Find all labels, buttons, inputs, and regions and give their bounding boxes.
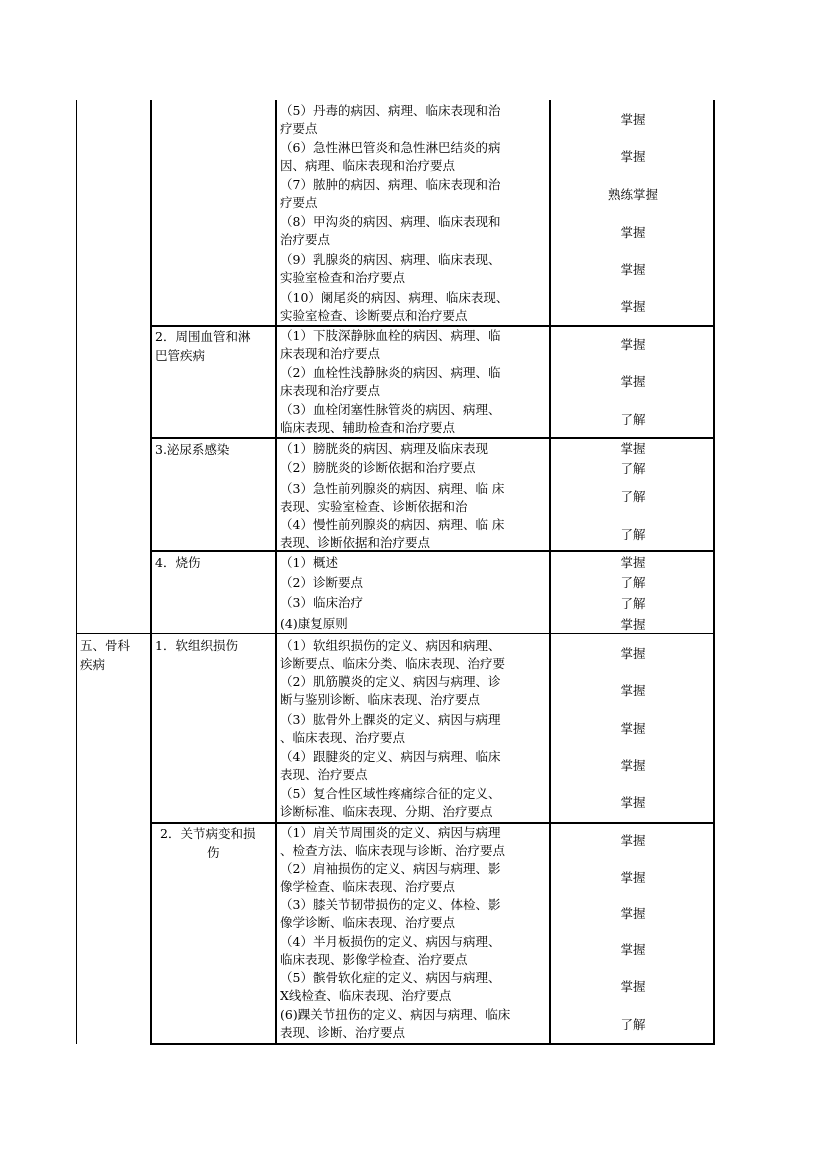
content-row-line2: 治疗要点	[280, 232, 331, 247]
mastery-level: 了解	[620, 412, 646, 427]
col-line-left	[76, 100, 77, 1044]
content-row-line1: （4）慢性前列腺炎的病因、病理、临 床	[280, 517, 505, 532]
mastery-level: 掌握	[620, 299, 646, 314]
section-urinary: 3.泌尿系感染	[155, 442, 230, 457]
mastery-level: 掌握	[620, 225, 646, 240]
content-row-line1: （3）临床治疗	[280, 595, 363, 610]
content-row-line2: 实验室检查、诊断要点和治疗要点	[280, 308, 468, 323]
mastery-level: 了解	[620, 461, 646, 476]
col-line-section-left-bottom	[150, 634, 152, 1045]
content-row-line2: 床表现和治疗要点	[280, 346, 381, 361]
mastery-level: 了解	[620, 575, 646, 590]
content-row-line1: （1）下肢深静脉血栓的病因、病理、临	[280, 328, 501, 343]
content-row-line2: 实验室检查和治疗要点	[280, 270, 406, 285]
mastery-level: 掌握	[620, 555, 646, 570]
content-row-line1: （9）乳腺炎的病因、病理、临床表现、	[280, 252, 501, 267]
content-row-line1: (6)踝关节扭伤的定义、病因与病理、临床	[280, 1007, 511, 1022]
content-row-line1: （2）诊断要点	[280, 575, 363, 590]
content-row-line1: （10）阑尾炎的病因、病理、临床表现、	[280, 290, 509, 305]
content-row-line2: 床表现和治疗要点	[280, 383, 381, 398]
content-row-line2: 表现、治疗要点	[280, 767, 368, 782]
section-vascular-line2: 巴管疾病	[155, 348, 206, 363]
content-row-line1: （3）急性前列腺炎的病因、病理、临 床	[280, 481, 505, 496]
content-row-line1: （4）半月板损伤的定义、病因与病理、	[280, 934, 501, 949]
mastery-level: 掌握	[620, 262, 646, 277]
col-line-section-right	[275, 100, 277, 1045]
mastery-level: 掌握	[620, 617, 646, 632]
content-row-line1: （5）髌骨软化症的定义、病因与病理、	[280, 970, 501, 985]
mastery-level: 掌握	[620, 906, 646, 921]
mastery-level: 掌握	[620, 833, 646, 848]
content-row-line2: 、检查方法、临床表现与诊断、治疗要点	[280, 843, 506, 858]
content-row-line1: （8）甲沟炎的病因、病理、临床表现和	[280, 214, 501, 229]
content-row-line1: （7）脓肿的病因、病理、临床表现和治	[280, 177, 501, 192]
content-row-line2: 像学检查、临床表现、治疗要点	[280, 879, 456, 894]
content-row-line1: （5）复合性区域性疼痛综合征的定义、	[280, 786, 501, 801]
row-line-urinary	[150, 437, 715, 439]
row-line-burn	[150, 550, 715, 552]
mastery-level: 掌握	[620, 758, 646, 773]
mastery-level: 掌握	[620, 795, 646, 810]
mastery-level: 掌握	[620, 979, 646, 994]
row-line-bottom	[150, 1043, 715, 1045]
content-row-line1: （2）肩袖损伤的定义、病因与病理、影	[280, 861, 501, 876]
content-row-line2: X线检查、临床表现、治疗要点	[280, 988, 452, 1003]
content-row-line2: 表现、实验室检查、诊断依据和治	[280, 499, 468, 514]
content-row-line1: （6）急性淋巴管炎和急性淋巴结炎的病	[280, 140, 501, 155]
content-row-line2: 断与鉴别诊断、临床表现、治疗要点	[280, 692, 481, 707]
mastery-level: 掌握	[620, 112, 646, 127]
mastery-level: 掌握	[620, 721, 646, 736]
section-joint-line1: 2．关节病变和损	[160, 826, 256, 841]
content-row-line2: 临床表现、辅助检查和治疗要点	[280, 420, 456, 435]
content-row-line1: （2）肌筋膜炎的定义、病因与病理、诊	[280, 674, 501, 689]
chapter-title-line2: 疾病	[80, 657, 106, 672]
mastery-level: 掌握	[620, 374, 646, 389]
mastery-level: 掌握	[620, 870, 646, 885]
mastery-level: 了解	[620, 596, 646, 611]
mastery-level: 掌握	[620, 441, 646, 456]
content-row-line2: 表现、诊断依据和治疗要点	[280, 535, 431, 550]
mastery-level: 掌握	[620, 337, 646, 352]
section-soft-tissue: 1．软组织损伤	[155, 638, 238, 653]
mastery-level: 了解	[620, 1017, 646, 1032]
content-row-line1: （3）膝关节韧带损伤的定义、体检、影	[280, 897, 501, 912]
content-row-line1: （1）膀胱炎的病因、病理及临床表现	[280, 441, 488, 456]
content-row-line2: 临床表现、影像学检查、治疗要点	[280, 952, 468, 967]
content-row-line1: （1）肩关节周围炎的定义、病因与病理	[280, 825, 501, 840]
content-row-line1: （1）软组织损伤的定义、病因和病理、	[280, 638, 501, 653]
content-row-line1: （5）丹毒的病因、病理、临床表现和治	[280, 103, 501, 118]
mastery-level: 掌握	[620, 683, 646, 698]
content-row-line2: 疗要点	[280, 121, 318, 136]
mastery-level: 了解	[620, 527, 646, 542]
content-row-line2: 诊断要点、临床分类、临床表现、治疗要	[280, 656, 506, 671]
col-line-section-left-top	[150, 100, 152, 634]
content-row-line1: （3）血栓闭塞性脉管炎的病因、病理、	[280, 402, 501, 417]
section-joint-line2: 伤	[207, 845, 220, 860]
content-row-line2: 疗要点	[280, 195, 318, 210]
content-row-line2: 诊断标准、临床表现、分期、治疗要点	[280, 804, 493, 819]
content-row-line1: （2）膀胱炎的诊断依据和治疗要点	[280, 460, 476, 475]
mastery-level: 掌握	[620, 646, 646, 661]
content-row-line1: (4)康复原则	[280, 616, 348, 631]
section-burn: 4．烧伤	[155, 555, 201, 570]
mastery-level: 掌握	[620, 149, 646, 164]
section-vascular-line1: 2．周围血管和淋	[155, 329, 251, 344]
chapter-title-line1: 五、骨科	[80, 638, 131, 653]
mastery-level: 了解	[620, 489, 646, 504]
content-row-line1: （4）跟腱炎的定义、病因与病理、临床	[280, 749, 501, 764]
mastery-level: 掌握	[620, 942, 646, 957]
content-row-line2: 因、病理、临床表现和治疗要点	[280, 158, 456, 173]
content-row-line1: （1）概述	[280, 555, 338, 570]
content-row-line1: （3）肱骨外上髁炎的定义、病因与病理	[280, 712, 501, 727]
content-row-line2: 像学诊断、临床表现、治疗要点	[280, 915, 456, 930]
mastery-level: 熟练掌握	[607, 187, 658, 202]
content-row-line2: 、临床表现、治疗要点	[280, 730, 406, 745]
content-row-line2: 表现、诊断、治疗要点	[280, 1025, 406, 1040]
content-row-line1: （2）血栓性浅静脉炎的病因、病理、临	[280, 365, 501, 380]
